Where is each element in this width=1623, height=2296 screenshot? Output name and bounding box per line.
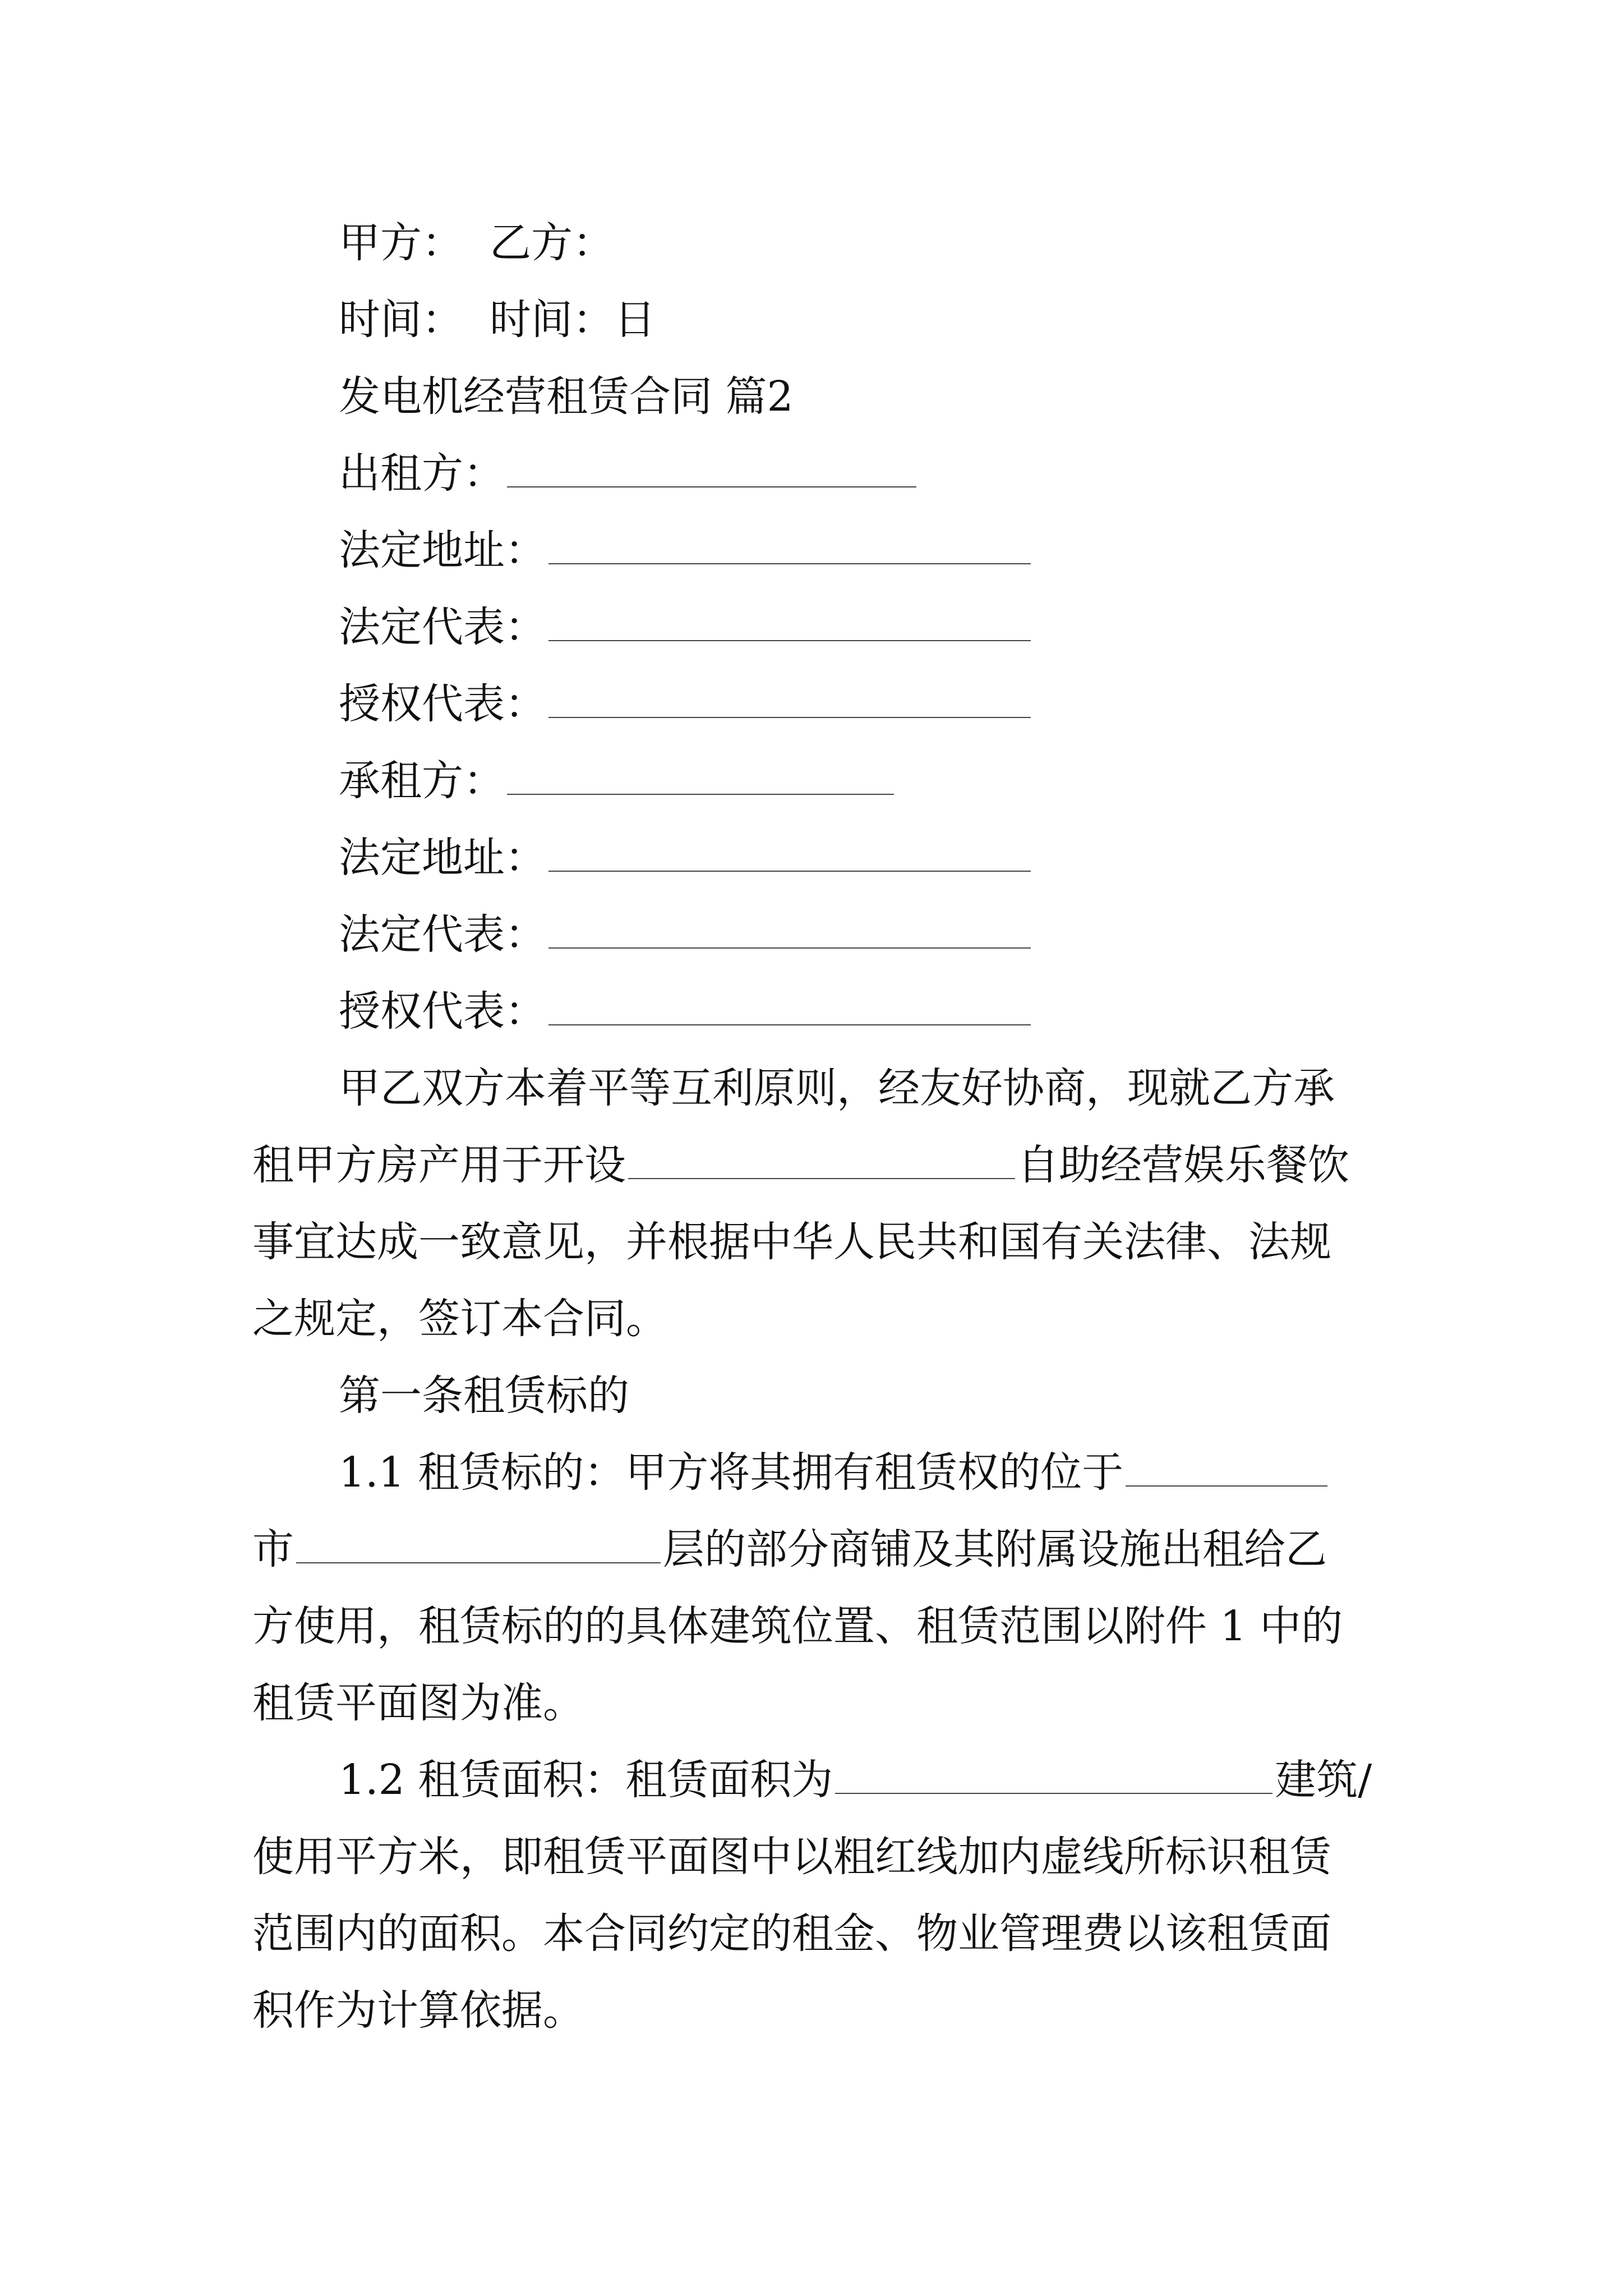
clause-1-1-cont: 层的部分商铺及其附属设施出租给乙: [663, 1525, 1327, 1573]
lessee-address-blank: [548, 836, 1031, 872]
lessor-auth-rep-label: 授权代表：: [339, 680, 546, 728]
lessor-name-line: [252, 435, 1385, 512]
lessor-auth-rep-line: [252, 666, 1385, 743]
lessee-address-label: 法定地址：: [339, 834, 546, 882]
lessor-name-label: 出租方：: [339, 449, 505, 498]
clause-1-2-line-4: 积作为计算依据。: [252, 1986, 584, 2035]
clause-1-1-city: 市: [252, 1525, 294, 1573]
signature-block: [252, 205, 1385, 2049]
lessor-auth-rep-blank: [548, 682, 1031, 718]
signature-line-parties: [252, 205, 1385, 282]
signature-line-dates: [252, 282, 1385, 358]
clause-1-1-line-4: 租赁平面图为准。: [252, 1679, 584, 1727]
intro-line-2-start: 租甲方房产用于开设: [252, 1141, 626, 1189]
lessor-address-label: 法定地址：: [339, 526, 546, 574]
party-a-label: 甲方：: [339, 219, 463, 267]
intro-line-1: 甲乙双方本着平等互利原则，经友好协商，现就乙方承: [339, 1064, 1335, 1112]
intro-line-4: 之规定，签订本合同。: [252, 1295, 667, 1343]
clause-1-2-start: 1.2 租赁面积：租赁面积为: [339, 1756, 833, 1804]
lessee-legal-rep-label: 法定代表：: [339, 910, 546, 959]
area-blank: [835, 1758, 1272, 1794]
business-name-blank: [628, 1143, 1015, 1179]
clause-1-2-line-3: 范围内的面积。本合同约定的租金、物业管理费以该租赁面: [252, 1910, 1331, 1958]
intro-line-2: [252, 1127, 1385, 1204]
lessee-auth-rep-line: [252, 973, 1385, 1050]
intro-line-3: 事宜达成一致意见，并根据中华人民共和国有关法律、法规: [252, 1218, 1331, 1266]
floor-blank: [296, 1527, 661, 1563]
lessor-legal-rep-blank: [548, 605, 1031, 641]
clause-1-1-start: 1.1 租赁标的：甲方将其拥有租赁权的位于: [339, 1448, 1124, 1497]
clause-1-1-line-1: [252, 1434, 1385, 1511]
lessor-legal-rep-label: 法定代表：: [339, 603, 546, 651]
clause-1-2-line-1: [252, 1742, 1385, 1819]
lessee-auth-rep-label: 授权代表：: [339, 987, 546, 1036]
clause-1-2-line-2: 使用平方米，即租赁平面图中以粗红线加内虚线所标识租赁: [252, 1833, 1331, 1881]
lessee-name-line: [252, 743, 1385, 820]
clause-1-2-unit: 建筑/: [1275, 1756, 1372, 1804]
intro-line-2-end: 自助经营娱乐餐饮: [1017, 1141, 1349, 1189]
lessor-name-blank: [507, 452, 916, 487]
date-a-label: 时间：: [339, 296, 463, 344]
lessor-address-blank: [548, 528, 1031, 564]
location-blank: [1126, 1451, 1327, 1487]
document-heading: 发电机经营租赁合同 篇2: [339, 372, 794, 421]
article-1-title: 第一条租赁标的: [339, 1372, 629, 1420]
lessee-auth-rep-blank: [548, 990, 1031, 1025]
lessor-legal-rep-line: [252, 589, 1385, 666]
lessee-name-blank: [507, 759, 894, 795]
date-b-label: 时间：日: [490, 296, 656, 344]
lessee-name-label: 承租方：: [339, 757, 505, 805]
clause-1-1-line-2: [252, 1511, 1385, 1588]
lessor-address-line: [252, 512, 1385, 589]
clause-1-1-line-3: 方使用，租赁标的的具体建筑位置、租赁范围以附件 1 中的: [252, 1602, 1343, 1650]
party-b-label: 乙方：: [490, 219, 615, 267]
lessee-legal-rep-blank: [548, 913, 1031, 949]
lessee-legal-rep-line: [252, 896, 1385, 973]
lessee-address-line: [252, 820, 1385, 896]
